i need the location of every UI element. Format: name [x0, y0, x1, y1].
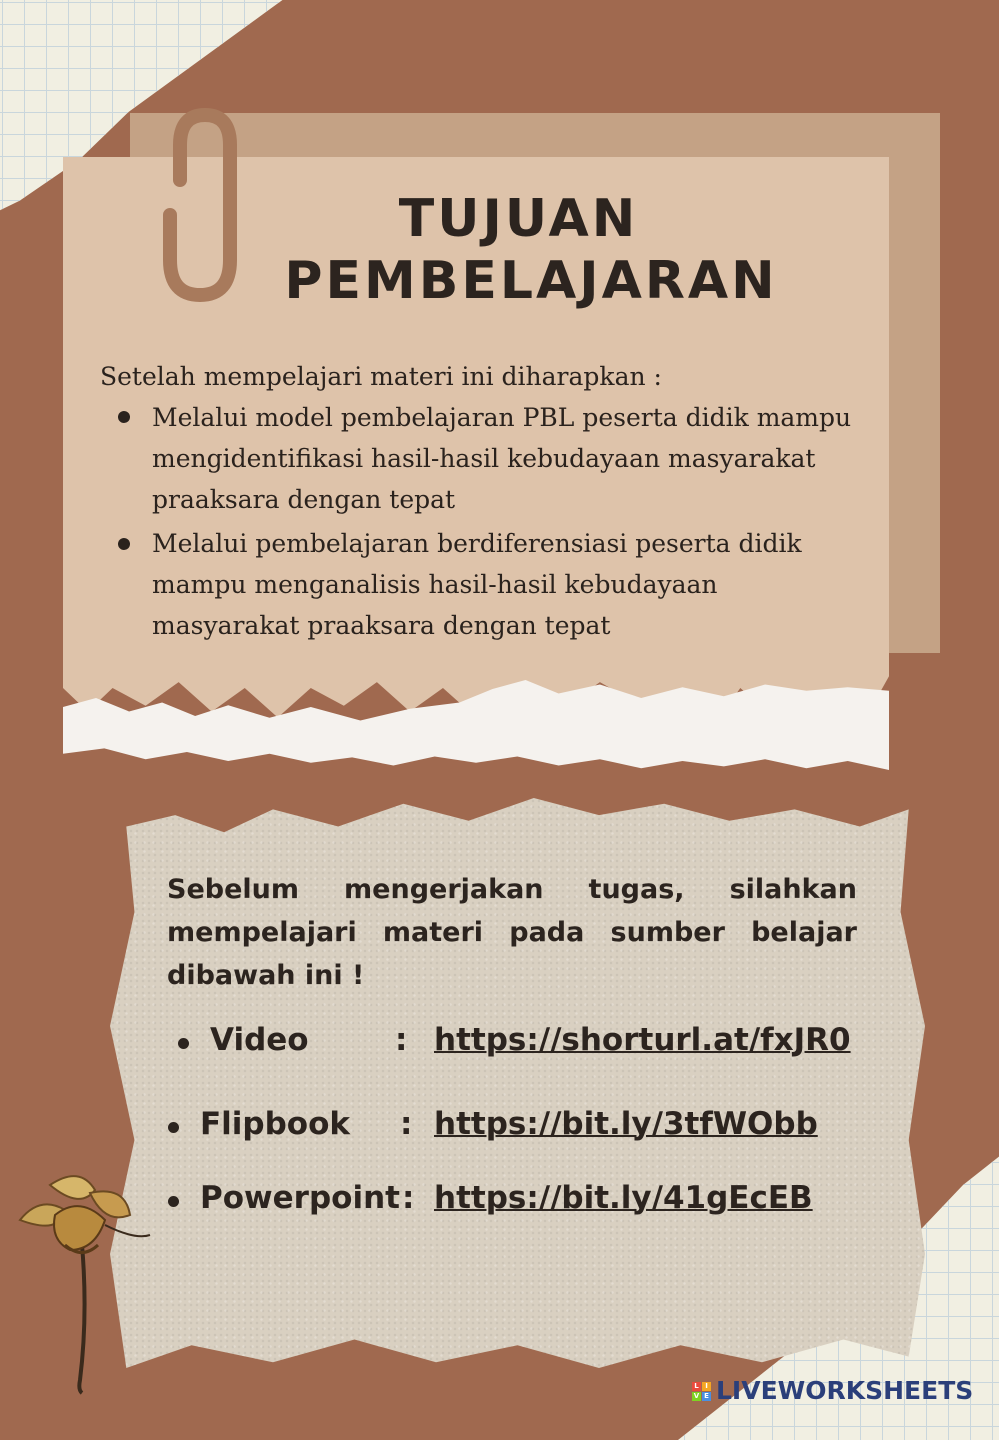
- bullet-icon: [178, 1038, 189, 1049]
- logo-text: LIVEWORKSHEETS: [716, 1376, 974, 1405]
- objective-item: Melalui pembelajaran berdiferensiasi peserta didik mampu menganalisis hasil-hasil kebudayaan masyarakat praaksara dengan tepat: [152, 529, 802, 640]
- resource-separator: :: [395, 1022, 408, 1058]
- resources-intro: Sebelum mengerjakan tugas, silahkan mempelajari materi pada sumber belajar dibawah ini !: [167, 874, 857, 991]
- bullet-icon: [118, 538, 130, 550]
- bullet-icon: [168, 1122, 179, 1133]
- resource-label-powerpoint: Powerpoint: [200, 1180, 400, 1216]
- link-powerpoint[interactable]: https://bit.ly/41gEcEB: [434, 1180, 813, 1216]
- resource-label-flipbook: Flipbook: [200, 1106, 351, 1142]
- page-title: [63, 188, 889, 312]
- bullet-icon: [118, 411, 130, 423]
- objectives-intro: Setelah mempelajari materi ini diharapkan :: [100, 362, 662, 391]
- title-line-1: TUJUAN: [398, 189, 639, 249]
- liveworksheets-logo: L I V E LIVEWORKSHEETS: [693, 1376, 974, 1405]
- title-line-2: PEMBELAJARAN: [284, 251, 778, 311]
- resource-label-video: Video: [210, 1022, 309, 1058]
- bullet-icon: [168, 1196, 179, 1207]
- link-flipbook[interactable]: https://bit.ly/3tfWObb: [434, 1106, 818, 1142]
- objective-item: Melalui model pembelajaran PBL peserta didik mampu mengidentifikasi hasil-hasil kebudayaan masyarakat praaksara dengan tepat: [152, 403, 852, 514]
- resource-separator: :: [402, 1180, 415, 1216]
- resource-separator: :: [400, 1106, 413, 1142]
- dried-flower-icon: [10, 1165, 160, 1395]
- link-video[interactable]: https://shorturl.at/fxJR0: [434, 1022, 851, 1058]
